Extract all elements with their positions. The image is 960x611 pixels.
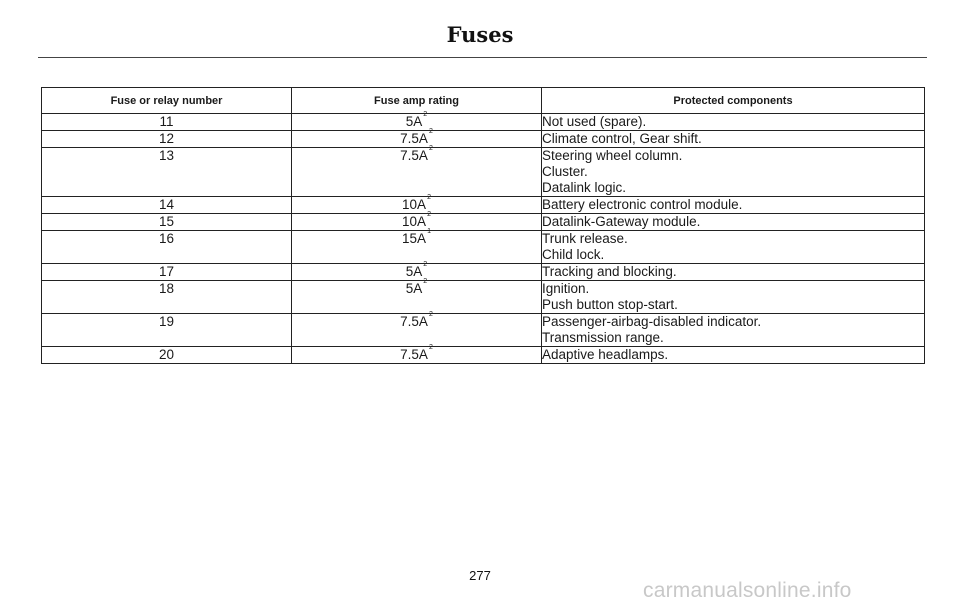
title-divider <box>38 57 927 58</box>
footnote-marker: 2 <box>427 194 431 201</box>
component-line: Datalink-Gateway module. <box>542 214 701 229</box>
amp-rating-cell <box>292 194 542 214</box>
component-line: Cluster. <box>542 164 588 179</box>
component-line: Battery electronic control module. <box>542 197 743 212</box>
table-row <box>42 281 925 314</box>
protected-components-cell <box>542 281 925 314</box>
table-row <box>42 347 925 364</box>
component-line: Climate control, Gear shift. <box>542 131 702 146</box>
footnote-marker: 2 <box>428 344 433 351</box>
page-title: Fuses <box>446 22 514 47</box>
table-header-row <box>42 88 925 114</box>
footnote-marker: 2 <box>423 111 428 118</box>
component-line: Ignition. <box>542 281 590 296</box>
amp-rating-value: 5A <box>405 264 423 279</box>
fuse-number-cell: 20 <box>42 347 292 364</box>
fuse-table-body <box>42 111 925 364</box>
header-protected-components: Protected components <box>542 88 925 114</box>
header-fuse-number: Fuse or relay number <box>42 88 292 114</box>
footnote-marker: 2 <box>428 311 433 318</box>
amp-rating-value: 10A <box>402 214 427 229</box>
footnote-marker: 1 <box>427 228 431 235</box>
footnote-marker: 2 <box>428 128 433 135</box>
protected-components-cell <box>542 231 925 264</box>
amp-rating-value: 15A <box>402 231 427 246</box>
protected-components-cell <box>542 114 925 131</box>
header-amp-rating: Fuse amp rating <box>292 88 542 114</box>
amp-rating-value: 7.5A <box>400 314 428 329</box>
protected-components-cell <box>542 214 925 231</box>
component-line: Transmission range. <box>542 330 664 345</box>
footnote-marker: 2 <box>423 278 428 285</box>
amp-rating-cell <box>292 145 542 197</box>
component-line: Tracking and blocking. <box>542 264 677 279</box>
amp-rating-value: 5A <box>405 114 423 129</box>
component-line: Datalink logic. <box>542 180 627 195</box>
table-row <box>42 264 925 281</box>
protected-components-cell <box>542 148 925 197</box>
page-number: 277 <box>469 568 491 583</box>
fuse-number-cell: 11 <box>42 114 292 131</box>
amp-rating-value: 7.5A <box>400 347 428 362</box>
amp-rating-cell <box>292 128 542 148</box>
amp-rating-cell <box>292 228 542 264</box>
fuse-number-cell: 14 <box>42 197 292 214</box>
table-row <box>42 114 925 131</box>
table-row <box>42 214 925 231</box>
protected-components-cell <box>542 347 925 364</box>
amp-rating-cell <box>292 311 542 347</box>
component-line: Not used (spare). <box>542 114 647 129</box>
table-row <box>42 197 925 214</box>
fuse-table <box>41 87 925 364</box>
component-line: Push button stop-start. <box>542 297 678 312</box>
fuse-number-cell: 13 <box>42 148 292 197</box>
amp-rating-cell <box>292 344 542 364</box>
amp-rating-cell <box>292 111 542 131</box>
protected-components-cell <box>542 197 925 214</box>
amp-rating-cell <box>292 278 542 314</box>
fuse-number-cell: 15 <box>42 214 292 231</box>
fuse-number-cell: 18 <box>42 281 292 314</box>
component-line: Steering wheel column. <box>542 148 683 163</box>
protected-components-cell <box>542 131 925 148</box>
footnote-marker: 2 <box>423 261 428 268</box>
amp-rating-value: 10A <box>402 197 427 212</box>
component-line: Trunk release. <box>542 231 628 246</box>
table-row <box>42 314 925 347</box>
component-line: Adaptive headlamps. <box>542 347 669 362</box>
protected-components-cell <box>542 314 925 347</box>
component-line: Passenger-airbag-disabled indicator. <box>542 314 762 329</box>
amp-rating-cell <box>292 211 542 231</box>
component-line: Child lock. <box>542 247 605 262</box>
amp-rating-value: 5A <box>405 281 423 296</box>
fuse-number-cell: 12 <box>42 131 292 148</box>
watermark: carmanualsonline.info <box>643 579 852 602</box>
table-row <box>42 131 925 148</box>
footnote-marker: 2 <box>428 145 433 152</box>
amp-rating-value: 7.5A <box>400 148 428 163</box>
table-row <box>42 231 925 264</box>
fuse-number-cell: 16 <box>42 231 292 264</box>
fuse-number-cell: 19 <box>42 314 292 347</box>
amp-rating-value: 7.5A <box>400 131 428 146</box>
protected-components-cell <box>542 264 925 281</box>
amp-rating-cell <box>292 261 542 281</box>
footnote-marker: 2 <box>427 211 431 218</box>
fuse-number-cell: 17 <box>42 264 292 281</box>
table-row <box>42 148 925 197</box>
